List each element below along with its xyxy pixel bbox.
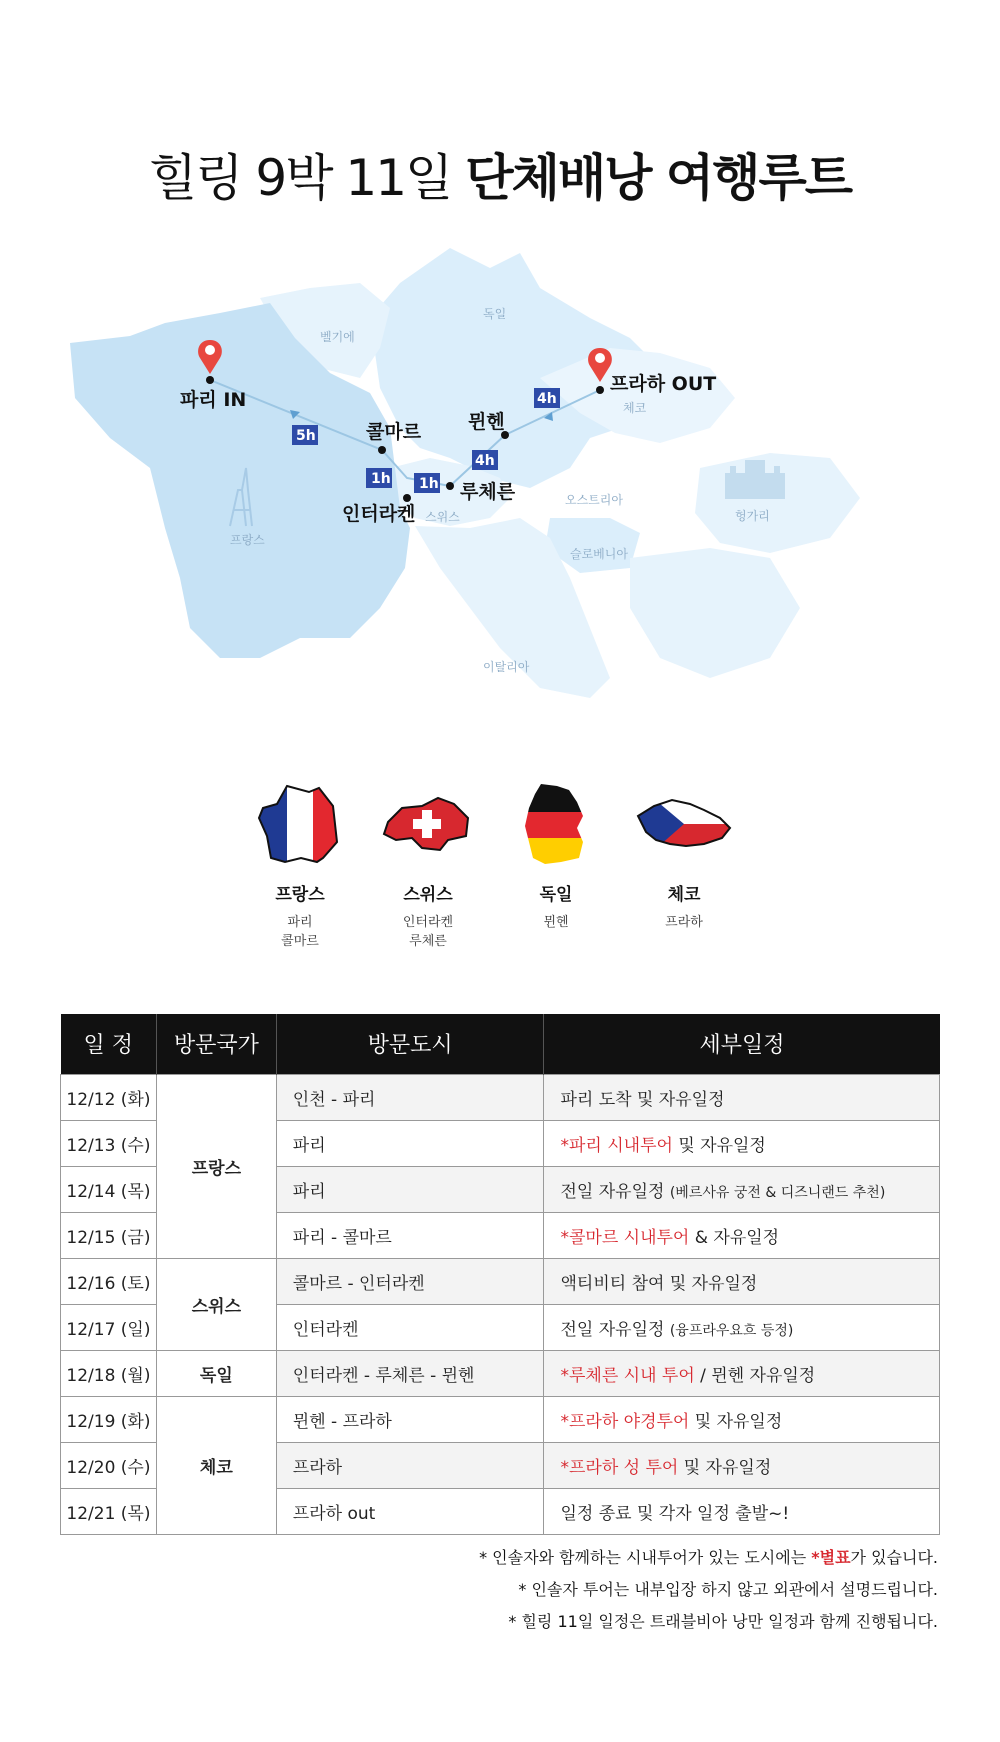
- table-row: [61, 1074, 940, 1120]
- title-bold: 단체배낭 여행루트: [465, 149, 852, 207]
- row-country: 체코: [156, 1396, 276, 1534]
- row-date: 12/16 (토): [61, 1258, 157, 1304]
- city-label-colmar: 콜마르: [366, 421, 422, 443]
- row-date: 12/15 (금): [61, 1212, 157, 1258]
- dot-prague: [596, 386, 604, 394]
- row-date: 12/18 (월): [61, 1350, 157, 1396]
- flag-card-germany: [486, 782, 626, 932]
- land-balkans: [630, 548, 800, 678]
- row-date: 12/19 (화): [61, 1396, 157, 1442]
- table-row: [61, 1350, 940, 1396]
- route-map: [70, 228, 930, 768]
- header-city: 방문도시: [276, 1014, 544, 1074]
- duration-badge-munich-prague: [534, 388, 560, 408]
- footnotes: [479, 1542, 938, 1638]
- pin-label-prague: 프라하 OUT: [610, 373, 717, 395]
- row-detail: 파리 도착 및 자유일정: [544, 1074, 940, 1120]
- map-label-italy: 이탈리아: [483, 660, 530, 674]
- germany-flag-icon: [521, 782, 591, 868]
- flag-cities-switzerland: [358, 913, 498, 951]
- svg-text:4h: 4h: [537, 391, 557, 407]
- svg-text:1h: 1h: [419, 476, 439, 492]
- table-header-row: [61, 1014, 940, 1074]
- row-date: 12/20 (수): [61, 1442, 157, 1488]
- map-label-slovenia: 슬로베니아: [570, 547, 628, 561]
- row-date: 12/21 (목): [61, 1488, 157, 1534]
- title-light: 힐링 9박 11일: [148, 149, 452, 207]
- map-label-france: 프랑스: [230, 533, 265, 547]
- header-country: 방문국가: [156, 1014, 276, 1074]
- schedule-table: [60, 1014, 940, 1535]
- flag-name-germany: 독일: [539, 885, 573, 905]
- row-country: 스위스: [156, 1258, 276, 1350]
- flag-city-prague: 프라하: [665, 915, 703, 930]
- row-city: 파리: [276, 1166, 544, 1212]
- flag-city-munich: 뮌헨: [543, 915, 569, 930]
- city-label-lucerne: 루체른: [460, 481, 516, 503]
- row-city: 파리: [276, 1120, 544, 1166]
- header-detail: 세부일정: [544, 1014, 940, 1074]
- flag-city-interlaken: 인터라켄: [402, 915, 454, 930]
- row-city: 뮌헨 - 프라하: [276, 1396, 544, 1442]
- dot-colmar: [378, 446, 386, 454]
- row-detail: 전일 자유일정 (융프라우요흐 등정): [544, 1304, 940, 1350]
- map-label-czech: 체코: [623, 401, 647, 415]
- row-detail: 일정 종료 및 각자 일정 출발~!: [544, 1488, 940, 1534]
- page-title: [0, 138, 1000, 210]
- country-flags: [0, 782, 1000, 962]
- flag-card-czech: [614, 782, 754, 932]
- pin-label-paris: 파리 IN: [180, 389, 247, 411]
- row-city: 인천 - 파리: [276, 1074, 544, 1120]
- duration-badge-lucerne-munich: [472, 450, 498, 470]
- row-detail: 전일 자유일정 (베르사유 궁전 & 디즈니랜드 추천): [544, 1166, 940, 1212]
- row-city: 인터라켄 - 루체른 - 뮌헨: [276, 1350, 544, 1396]
- flag-card-switzerland: [358, 782, 498, 951]
- flag-cities-czech: [614, 913, 754, 932]
- row-detail: *콜마르 시내투어 & 자유일정: [544, 1212, 940, 1258]
- note-1: * 인솔자와 함께하는 시내투어가 있는 도시에는 *별표가 있습니다.: [479, 1548, 938, 1567]
- flag-city-colmar: 콜마르: [281, 934, 319, 949]
- switzerland-flag-icon: [378, 782, 478, 868]
- row-date: 12/17 (일): [61, 1304, 157, 1350]
- duration-badge-interlaken-lucerne: [414, 473, 440, 493]
- map-label-austria: 오스트리아: [565, 493, 623, 507]
- row-detail: *루체른 시내 투어 / 뮌헨 자유일정: [544, 1350, 940, 1396]
- dot-interlaken: [403, 494, 411, 502]
- flag-city-paris: 파리: [287, 915, 313, 930]
- route-map-svg: [70, 228, 930, 768]
- france-flag-icon: [257, 782, 343, 868]
- row-city: 프라하: [276, 1442, 544, 1488]
- duration-badge-colmar-interlaken: [366, 468, 392, 488]
- row-city: 파리 - 콜마르: [276, 1212, 544, 1258]
- svg-text:5h: 5h: [296, 428, 316, 444]
- flag-name-france: 프랑스: [275, 885, 325, 905]
- row-country: 프랑스: [156, 1074, 276, 1258]
- czech-flag-icon: [634, 782, 734, 868]
- row-detail: *프라하 야경투어 및 자유일정: [544, 1396, 940, 1442]
- row-detail: 액티비티 참여 및 자유일정: [544, 1258, 940, 1304]
- svg-text:1h: 1h: [371, 471, 391, 487]
- flag-name-switzerland: 스위스: [403, 885, 453, 905]
- table-row: [61, 1396, 940, 1442]
- map-label-hungary: 헝가리: [735, 509, 770, 523]
- dot-paris: [206, 376, 214, 384]
- dot-lucerne: [446, 482, 454, 490]
- map-label-germany: 독일: [483, 307, 507, 321]
- duration-badge-paris-colmar: [292, 425, 318, 445]
- row-date: 12/12 (화): [61, 1074, 157, 1120]
- row-city: 콜마르 - 인터라켄: [276, 1258, 544, 1304]
- note-2: * 인솔자 투어는 내부입장 하지 않고 외관에서 설명드립니다.: [518, 1580, 938, 1599]
- map-label-switzerland: 스위스: [425, 510, 460, 524]
- row-detail: *프라하 성 투어 및 자유일정: [544, 1442, 940, 1488]
- table-row: [61, 1258, 940, 1304]
- row-city: 프라하 out: [276, 1488, 544, 1534]
- row-date: 12/14 (목): [61, 1166, 157, 1212]
- map-label-belgium: 벨기에: [320, 330, 355, 344]
- header-date: 일 정: [61, 1014, 157, 1074]
- city-label-munich: 뮌헨: [468, 411, 505, 433]
- flag-card-france: [230, 782, 370, 951]
- flag-city-lucerne: 루체른: [409, 934, 447, 949]
- flag-cities-germany: [486, 913, 626, 932]
- flag-name-czech: 체코: [667, 885, 701, 905]
- row-city: 인터라켄: [276, 1304, 544, 1350]
- row-detail: *파리 시내투어 및 자유일정: [544, 1120, 940, 1166]
- note-3: * 힐링 11일 일정은 트래블비아 낭만 일정과 함께 진행됩니다.: [508, 1612, 938, 1631]
- svg-text:4h: 4h: [475, 453, 495, 469]
- row-country: 독일: [156, 1350, 276, 1396]
- flag-cities-france: [230, 913, 370, 951]
- city-label-interlaken: 인터라켄: [342, 503, 416, 525]
- row-date: 12/13 (수): [61, 1120, 157, 1166]
